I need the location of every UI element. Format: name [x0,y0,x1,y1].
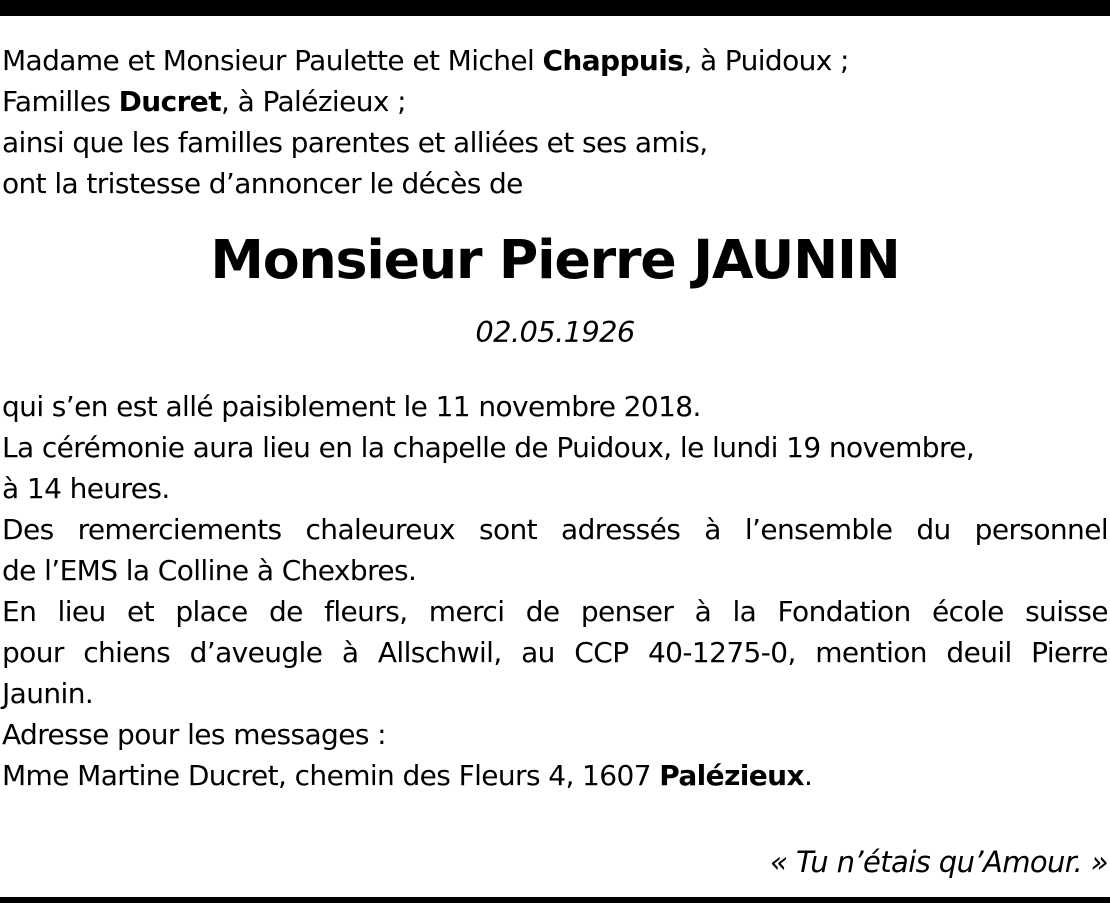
body-line-donation-end: Jaunin. [2,677,94,710]
family-name-chappuis: Chappuis [542,44,684,77]
intro-line1-location: , à Puidoux ; [683,44,849,77]
intro-line-relatives: ainsi que les familles parentes et alliées et ses amis, [2,126,708,159]
intro-line-chappuis [2,40,1108,81]
birth-date: 02.05.1926 [475,315,635,349]
body-line-address-label: Adresse pour les messages : [2,718,386,751]
top-border-rule [0,0,1110,16]
bottom-border-rule [0,897,1110,903]
intro-line-ducret [2,81,1108,122]
body-line-ceremony-time: à 14 heures. [2,472,170,505]
body-line-donation-ccp: pour chiens d’aveugle à Allschwil, au CCP 40-1275-0, mention deuil Pierre [2,636,1108,669]
closing-quote: « Tu n’étais qu’Amour. » [770,845,1108,879]
intro-line-announcement: ont la tristesse d’annoncer le décès de [2,167,523,200]
family-name-ducret: Ducret [118,85,221,118]
intro-line1-text: Madame et Monsieur Paulette et Michel [2,44,543,77]
body-line-ceremony: La cérémonie aura lieu en la chapelle de Puidoux, le lundi 19 novembre, [2,431,975,464]
body-line-donation: En lieu et place de fleurs, merci de penser à la Fondation école suisse [2,595,1108,628]
announcement-body [2,386,1108,796]
deceased-name: Monsieur Pierre JAUNIN [210,228,900,291]
body-line-passing: qui s’en est allé paisiblement le 11 novembre 2018. [2,390,701,423]
address-city: Palézieux [659,759,804,792]
body-line-thanks-ems: de l’EMS la Colline à Chexbres. [2,554,417,587]
intro-line2-text: Familles [2,85,119,118]
announcement-intro [2,40,1108,204]
intro-line2-location: , à Palézieux ; [220,85,406,118]
address-street: Mme Martine Ducret, chemin des Fleurs 4, 1607 [2,759,660,792]
address-period: . [803,759,813,792]
body-line-thanks: Des remerciements chaleureux sont adressés à l’ensemble du personnel [2,513,1108,546]
body-line-address [2,755,1108,796]
